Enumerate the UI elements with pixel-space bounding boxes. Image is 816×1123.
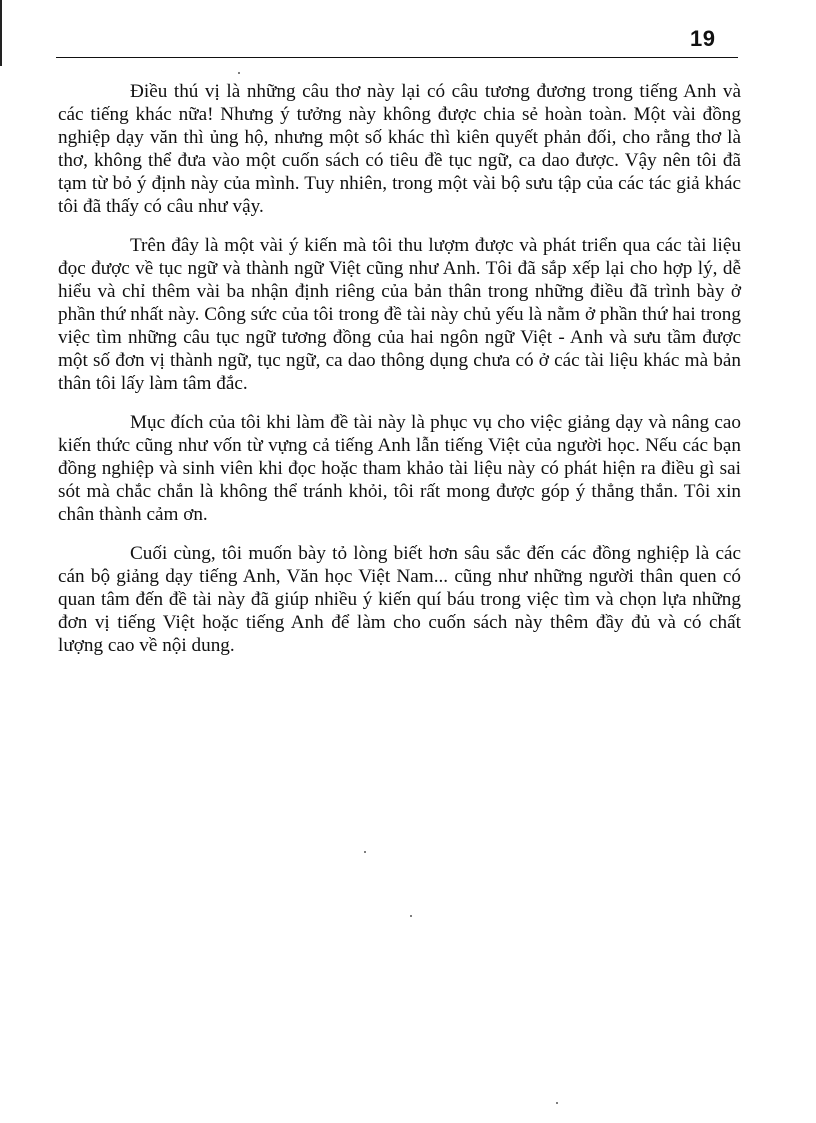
paragraph-4: Cuối cùng, tôi muốn bày tỏ lòng biết hơn sâu sắc đến các đồng nghiệp là các cán bộ giảng dạy tiếng Anh, Văn học Việt Nam... cũng như những người thân quen có quan tâm đến đề tài này đã giúp nhiều ý kiến quí báu trong việc tìm và chọn lựa những đơn vị tiếng Việt hoặc tiếng Anh để làm cho cuốn sách này thêm đầy đủ và có chất lượng cao về nội dung. [58, 543, 741, 656]
paragraph-1: Điều thú vị là những câu thơ này lại có câu tương đương trong tiếng Anh và các tiếng khác nữa! Nhưng ý tưởng này không được chia sẻ hoàn toàn. Một vài đồng nghiệp dạy văn thì ủng hộ, nhưng một số khác thì kiên quyết phản đối, cho rằng thơ là thơ, không thể đưa vào một cuốn sách có tiêu đề tục ngữ, ca dao được. Vậy nên tôi đã tạm từ bỏ ý định này của mình. Tuy nhiên, trong một vài bộ sưu tập của các tác giả khác tôi đã thấy có câu như vậy. [58, 81, 741, 217]
paragraph-2: Trên đây là một vài ý kiến mà tôi thu lượm được và phát triển qua các tài liệu đọc được về tục ngữ và thành ngữ Việt cũng như Anh. Tôi đã sắp xếp lại cho hợp lý, dễ hiểu và chỉ thêm vài ba nhận định riêng của bản thân trong những điều đã trình bày ở phần thứ nhất này. Công sức của tôi trong đề tài này chủ yếu là nằm ở phần thứ hai trong việc tìm những câu tục ngữ tương đồng của hai ngôn ngữ Việt - Anh và sưu tầm được một số đơn vị thành ngữ, tục ngữ, ca dao thông dụng chưa có ở các tài liệu khác mà bản thân tôi lấy làm tâm đắc. [58, 235, 741, 394]
header-rule [56, 57, 738, 58]
paragraph-3: Mục đích của tôi khi làm đề tài này là phục vụ cho việc giảng dạy và nâng cao kiến thức cũng như vốn từ vựng cả tiếng Anh lẫn tiếng Việt của người học. Nếu các bạn đồng nghiệp và sinh viên khi đọc hoặc tham khảo tài liệu này có phát hiện ra điều gì sai sót mà chắc chắn là không thể tránh khỏi, tôi rất mong được góp ý thẳng thắn. Tôi xin chân thành cảm ơn. [58, 412, 741, 525]
scan-speck [410, 915, 412, 917]
body-text [58, 80, 741, 673]
scan-speck [238, 72, 240, 74]
scan-speck [556, 1102, 558, 1104]
page-number: 19 [690, 26, 716, 51]
scan-speck [364, 851, 366, 853]
page-binding-edge [0, 0, 2, 66]
